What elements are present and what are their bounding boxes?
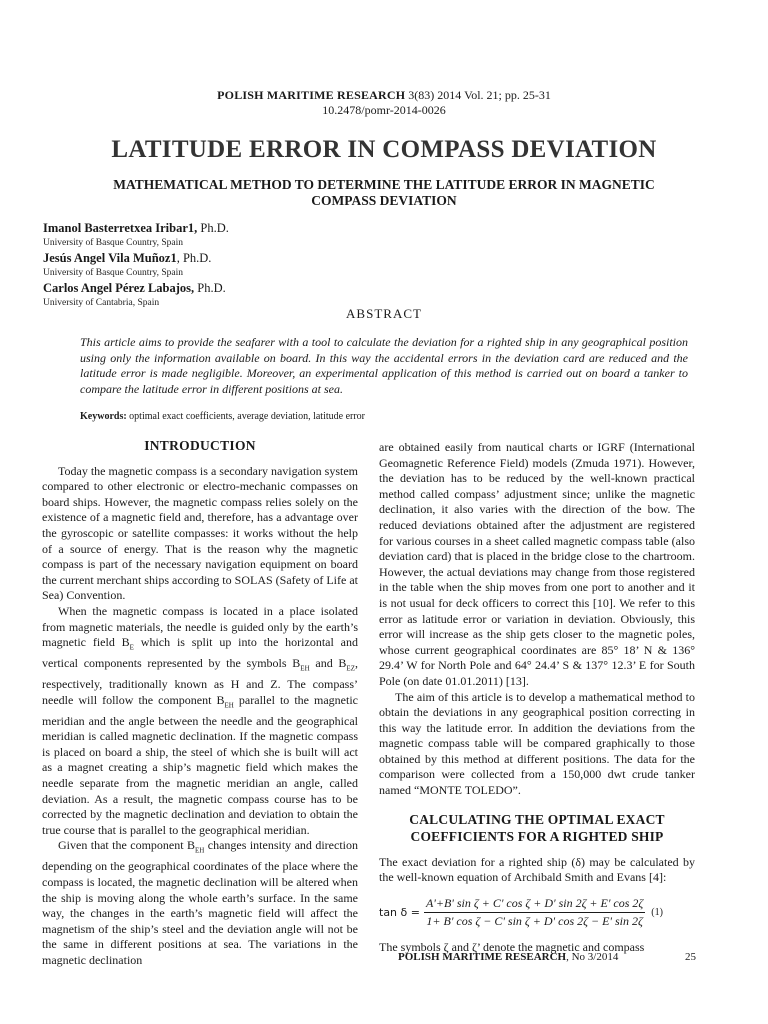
keywords-label: Keywords: <box>80 411 127 422</box>
page-number: 25 <box>685 951 696 963</box>
author-name: Jesús Angel Vila Muñoz1, Ph.D. <box>43 251 212 265</box>
paper-title: LATITUDE ERROR IN COMPASS DEVIATION <box>111 136 657 163</box>
journal-header <box>0 88 768 118</box>
keywords <box>80 411 688 422</box>
paragraph: The aim of this article is to develop a mathematical method to obtain the deviations in any geographical position correcting in this way the latitude error. In addition the deviations from the magnetic compass table will be compared graphically to those obtained by this method at different positions. The data for the comparison were collected from a 150,000 dwt crude tanker named “MONTE TOLEDO”. <box>379 689 695 798</box>
paragraph: are obtained easily from nautical charts or IGRF (International Geomagnetic Reference Field) models (Zmuda 1971). However, the deviation has to be reduced by the well-known practical method called compass’ adjustment since; unlike the magnetic declination, it also varies with the direction of the bow. The reduced deviations obtained after the adjustment are registered for various courses in a sheet called magnetic compass table (also deviation card) that is placed in the bridge close to the chartroom. However, the actual deviations may change from those registered in the table when the ship moves from one port to another and it is not usual for deck officers to correct this [10]. We refer to this error as latitude error or variation in deviation. Obviously, this error will increase as the ship gets closer to the magnetic poles, whose current geographical coordinates are 85° 18’ N & 136° 29.4’ W for North Pole and 64° 24.4’ S & 137° 12.3’ E for South Pole (on date 01.01.2011) [13]. <box>379 440 695 688</box>
author-name: Carlos Angel Pérez Labajos, Ph.D. <box>43 281 226 295</box>
paragraph: Today the magnetic compass is a secondary navigation system compared to other electronic or electro-mechanic compasses on board ships. However, the magnetic compass relies solely on the existence of a magnetic field and, therefore, has a advantage over the gyroscopic or satellite compasses: it works without the help of a source of energy. That is the reason why the magnetic compass is part of the necessary navigation equipment on board the current merchant ships according to SOLAS (Safety of Life at Sea) Convention. <box>42 463 358 603</box>
section-heading-introduction: INTRODUCTION <box>144 438 256 453</box>
journal-name: POLISH MARITIME RESEARCH <box>217 88 406 102</box>
abstract-text: This article aims to provide the seafarer with a tool to calculate the deviation for a righted ship in any geographical position using only the information available on board. In this way the accidental errors in the deviation card are reduced and the latitude error is made negligible. Moreover, an experimental application of this method is carried out on board a tanker to compare the latitude error in different positions at sea. <box>80 335 688 396</box>
author-affiliation: University of Basque Country, Spain <box>43 238 184 248</box>
author-list <box>43 220 443 310</box>
doi[interactable]: 10.2478/pomr-2014-0026 <box>322 103 446 117</box>
right-column <box>379 440 695 956</box>
author-affiliation: University of Basque Country, Spain <box>43 268 184 278</box>
equation-numerator: A'+B' sin ζ + C' cos ζ + D' sin 2ζ + E' cos 2ζ <box>424 896 645 914</box>
paper-subtitle: MATHEMATICAL METHOD TO DETERMINE THE LATITUDE ERROR IN MAGNETIC COMPASS DEVIATION <box>113 177 655 208</box>
author-affiliation: University of Cantabria, Spain <box>43 298 160 308</box>
section-heading-optimal-coefficients: CALCULATING THE OPTIMAL EXACT COEFFICIENTS FOR A RIGHTED SHIP <box>409 811 665 844</box>
paragraph: When the magnetic compass is located in a place isolated from magnetic materials, the needle is guided only by the earth’s magnetic field $B_E$ which is split up into the horizontal and vertical components represented by the symbols $B_{EH}$ and $B_{EZ}$, respectively, traditionally known as H and Z. The compass’ needle will follow the component $B_{EH}$ parallel to the magnetic meridian and the angle between the needle and the geographical meridian is called magnetic declination. If the magnetic compass is placed on board a ship, the steel of which she is built will act as a magnet creating a ship’s magnetic field which makes the needle separate from the magnetic meridian an angle, called deviation. As a result, the magnetic compass course has to be corrected by the magnetic declination and deviation to obtain the true course that is parallel to the geographical meridian. <box>42 603 359 837</box>
equation-lhs: tan δ = <box>379 906 420 920</box>
footer-journal: POLISH MARITIME RESEARCH, No 3/2014 <box>398 951 619 963</box>
abstract-heading: ABSTRACT <box>346 306 422 321</box>
author-name: Imanol Basterretxea Iribar1, Ph.D. <box>43 221 229 235</box>
equation-fraction <box>424 896 645 930</box>
keywords-list: optimal exact coefficients, average deviation, latitude error <box>126 411 365 422</box>
left-column <box>42 438 358 969</box>
paragraph: Given that the component $B_{EH}$ changes intensity and direction depending on the geographical coordinates of the place where the compass is located, the magnetic declination will be altered when the ship is moving along the whole earth’s surface. In the same way, the changes in the earth’s magnetic field will affect the magnetism of the ship’s steel and the deviation angle will not be the same in different positions at sea. The variations in the magnetic declination <box>42 838 358 967</box>
equation-1 <box>379 896 695 930</box>
journal-info: 3(83) 2014 Vol. 21; pp. 25-31 <box>408 88 551 102</box>
equation-number: (1) <box>651 907 663 919</box>
page-footer <box>398 951 696 963</box>
paragraph: The symbols ζ and ζ’ denote the magnetic and compass <box>379 940 645 955</box>
equation-denominator: 1+ B' cos ζ − C' sin ζ + D' cos 2ζ − E' sin 2ζ <box>426 914 643 929</box>
paragraph: The exact deviation for a righted ship (δ) may be calculated by the well-known equation of Archibald Smith and Evans [4]: <box>379 854 695 885</box>
